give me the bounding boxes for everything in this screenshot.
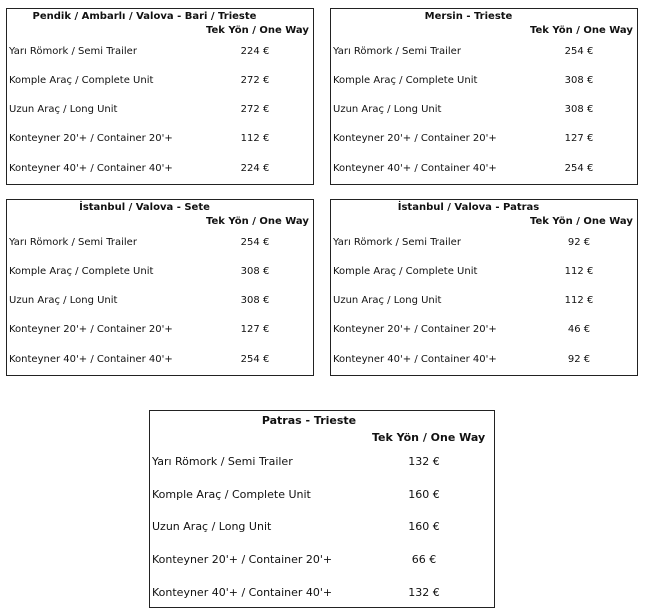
row-label: Komple Araç / Complete Unit	[333, 75, 478, 86]
row-label: Komple Araç / Complete Unit	[9, 75, 154, 86]
row-label: Komple Araç / Complete Unit	[9, 266, 154, 277]
row-label: Yarı Römork / Semi Trailer	[9, 46, 137, 57]
row-label: Komple Araç / Complete Unit	[152, 488, 311, 501]
row-price: 308 €	[240, 266, 270, 277]
column-header-one-way: Tek Yön / One Way	[530, 25, 633, 36]
row-price: 92 €	[567, 237, 591, 248]
price-table-pendik-bari-trieste	[6, 8, 314, 185]
price-table-istanbul-sete	[6, 199, 314, 376]
row-label: Konteyner 20'+ / Container 20'+	[152, 553, 333, 566]
column-header-one-way: Tek Yön / One Way	[530, 216, 633, 227]
row-price: 112 €	[564, 266, 594, 277]
row-label: Konteyner 20'+ / Container 20'+	[9, 133, 173, 144]
row-price: 254 €	[240, 354, 270, 365]
row-price: 132 €	[408, 586, 440, 599]
row-label: Konteyner 20'+ / Container 20'+	[9, 324, 173, 335]
row-label: Uzun Araç / Long Unit	[9, 295, 118, 306]
table-title: İstanbul / Valova - Patras	[397, 202, 540, 213]
column-header-one-way: Tek Yön / One Way	[372, 431, 486, 444]
row-price: 112 €	[564, 295, 594, 306]
row-price: 254 €	[564, 46, 594, 57]
table-title: Patras - Trieste	[261, 414, 357, 427]
row-label: Komple Araç / Complete Unit	[333, 266, 478, 277]
row-price: 127 €	[240, 324, 270, 335]
row-label: Yarı Römork / Semi Trailer	[333, 46, 461, 57]
column-header-one-way: Tek Yön / One Way	[206, 216, 309, 227]
row-label: Konteyner 40'+ / Container 40'+	[9, 163, 173, 174]
table-title: Pendik / Ambarlı / Valova - Bari / Trieste	[32, 11, 257, 22]
row-label: Konteyner 20'+ / Container 20'+	[333, 133, 497, 144]
row-label: Konteyner 20'+ / Container 20'+	[333, 324, 497, 335]
row-price: 272 €	[240, 75, 270, 86]
row-label: Konteyner 40'+ / Container 40'+	[333, 354, 497, 365]
row-price: 160 €	[408, 520, 440, 533]
row-label: Uzun Araç / Long Unit	[333, 295, 442, 306]
row-label: Konteyner 40'+ / Container 40'+	[152, 586, 333, 599]
table-title: Mersin - Trieste	[424, 11, 513, 22]
row-label: Uzun Araç / Long Unit	[333, 104, 442, 115]
price-table-patras-trieste	[149, 410, 495, 608]
row-price: 112 €	[240, 133, 270, 144]
row-label: Konteyner 40'+ / Container 40'+	[333, 163, 497, 174]
row-label: Yarı Römork / Semi Trailer	[333, 237, 461, 248]
row-price: 254 €	[564, 163, 594, 174]
table-title: İstanbul / Valova - Sete	[79, 202, 210, 213]
row-price: 92 €	[567, 354, 591, 365]
row-price: 160 €	[408, 488, 440, 501]
row-label: Uzun Araç / Long Unit	[9, 104, 118, 115]
row-price: 308 €	[240, 295, 270, 306]
row-label: Yarı Römork / Semi Trailer	[152, 455, 293, 468]
row-price: 254 €	[240, 237, 270, 248]
row-price: 272 €	[240, 104, 270, 115]
column-header-one-way: Tek Yön / One Way	[206, 25, 309, 36]
row-label: Konteyner 40'+ / Container 40'+	[9, 354, 173, 365]
row-price: 132 €	[408, 455, 440, 468]
row-label: Yarı Römork / Semi Trailer	[9, 237, 137, 248]
row-price: 66 €	[411, 553, 437, 566]
row-label: Uzun Araç / Long Unit	[152, 520, 272, 533]
row-price: 224 €	[240, 163, 270, 174]
row-price: 224 €	[240, 46, 270, 57]
row-price: 46 €	[567, 324, 591, 335]
row-price: 308 €	[564, 75, 594, 86]
price-table-mersin-trieste	[330, 8, 638, 185]
row-price: 308 €	[564, 104, 594, 115]
row-price: 127 €	[564, 133, 594, 144]
price-table-istanbul-patras	[330, 199, 638, 376]
